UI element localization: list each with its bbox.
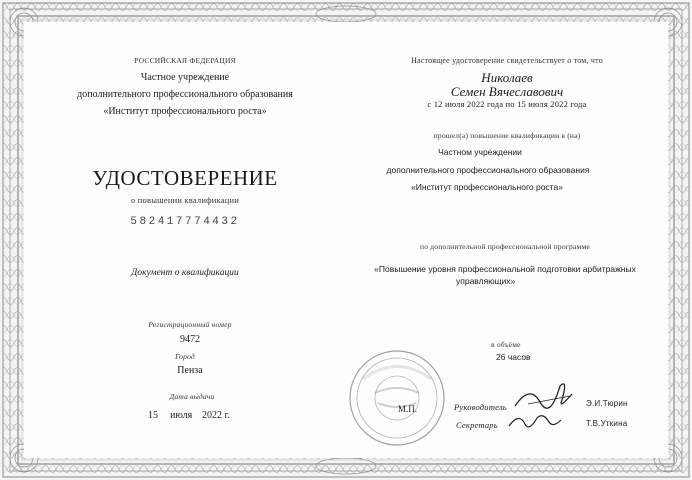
secretary-signature-label: Секретарь [456, 420, 498, 430]
secretary-signature [505, 410, 565, 434]
issuer-org-line3: «Институт профессионального роста» [103, 106, 267, 117]
training-org-line1: Частном учреждении [438, 147, 522, 157]
issuer-org-line2: дополнительного профессионального образования [77, 89, 293, 100]
volume-label: в объёме [491, 340, 521, 349]
training-org-line3: «Институт профессионального роста» [411, 182, 563, 192]
city-label: Город [175, 352, 195, 361]
seal-place-label: М.П. [398, 404, 418, 414]
head-name: Э.И.Тюрин [586, 399, 628, 408]
holder-surname: Николаев [481, 70, 533, 85]
document-type: Документ о квалификации [131, 268, 239, 278]
issue-date-year: 2022 г. [202, 410, 230, 421]
official-stamp [348, 349, 446, 447]
document-title: УДОСТОВЕРЕНИЕ [92, 166, 278, 190]
serial-number: 582417774432 [130, 216, 240, 228]
passed-training-label: прошел(а) повышение квалификации в (на) [433, 131, 581, 140]
intro-text: Настоящее удостоверение свидетельствует о том, что [411, 56, 603, 65]
country-label: РОССИЙСКАЯ ФЕДЕРАЦИЯ [134, 56, 236, 65]
training-period: с 12 июля 2022 года по 15 июля 2022 года [427, 99, 587, 109]
registration-number: 9472 [180, 334, 200, 345]
training-org-line2: дополнительного профессионального образования [386, 165, 590, 175]
holder-given-names: Семен Вячеславович [450, 84, 564, 99]
head-signature-label: Руководитель [454, 402, 507, 412]
city-value: Пенза [177, 365, 203, 376]
secretary-name: Т.В.Уткина [586, 419, 628, 428]
issuer-org-line1: Частное учреждение [140, 72, 230, 83]
volume-hours: 26 часов [496, 352, 531, 362]
program-title-line2: управляющих» [456, 276, 516, 286]
registration-label: Регистрационный номер [148, 320, 232, 329]
issue-date-day: 15 [148, 410, 158, 421]
head-signature [510, 374, 580, 414]
document-subtitle: о повышении квалификации [131, 195, 239, 205]
issue-date-label: Дата выдачи [169, 392, 215, 401]
program-label: по дополнительной профессиональной программе [420, 242, 590, 251]
program-title-line1: «Повышение уровня профессиональной подготовки арбитражных [374, 264, 636, 274]
issue-date-month: июля [170, 410, 193, 421]
